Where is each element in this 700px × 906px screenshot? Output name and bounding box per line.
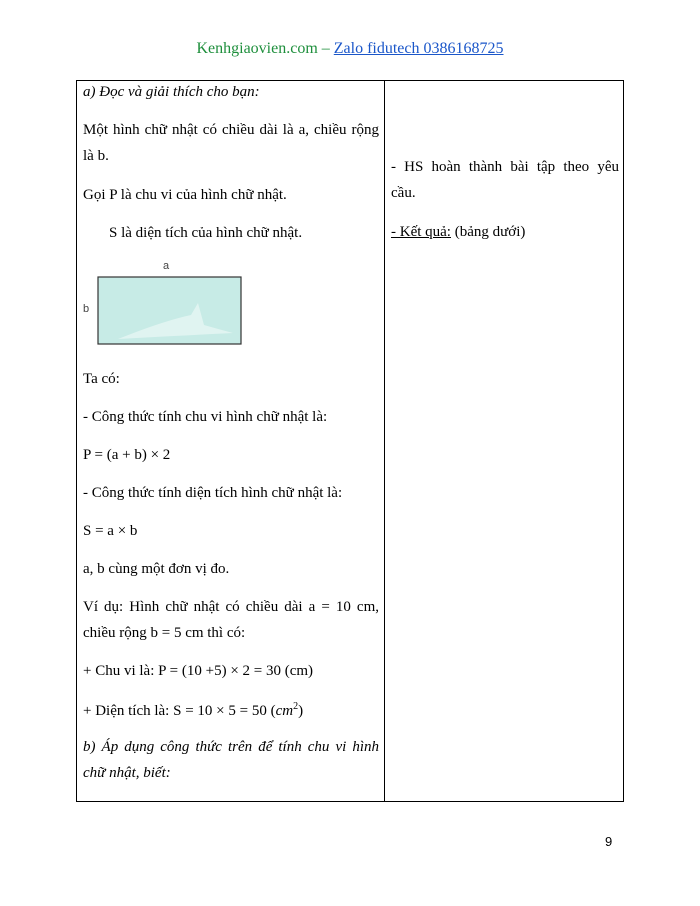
example-line-2: chiều rộng b = 5 cm thì có: — [83, 625, 246, 641]
header-site[interactable]: Kenhgiaovien.com — [196, 40, 318, 57]
rectangle-diagram — [83, 259, 283, 349]
example-area-unit: cm — [275, 703, 294, 719]
task-line-2: cầu. — [391, 185, 416, 201]
part-b-line-2: chữ nhật, biết: — [83, 765, 171, 781]
area-rule: - Công thức tính diện tích hình chữ nhật là: — [83, 485, 343, 501]
page-number: 9 — [605, 834, 613, 849]
area-formula: S = a × b — [83, 523, 138, 539]
example-area-suffix: ) — [298, 703, 304, 719]
header-contact-link[interactable]: Zalo fidutech 0386168725 — [333, 40, 504, 57]
example-line-1: Ví dụ: Hình chữ nhật có chiều dài a = 10 cm, — [83, 599, 379, 615]
lesson-table — [76, 80, 624, 802]
part-b-line-1: b) Áp dụng công thức trên để tính chu vi hình — [83, 739, 379, 755]
definition-s: S là diện tích của hình chữ nhật. — [109, 225, 303, 241]
perimeter-formula: P = (a + b) × 2 — [83, 447, 171, 463]
result-label: - Kết quả: — [391, 224, 451, 240]
example-perimeter: + Chu vi là: P = (10 +5) × 2 = 30 (cm) — [83, 663, 314, 679]
unit-note: a, b cùng một đơn vị đo. — [83, 561, 230, 577]
diagram-label-b: b — [83, 303, 90, 315]
ta-co: Ta có: — [83, 371, 120, 387]
intro-line-2: là b. — [83, 148, 109, 164]
diagram-label-a: a — [163, 260, 170, 272]
example-area-prefix: + Diện tích là: S = 10 × 5 = 50 ( — [83, 703, 276, 719]
page-header — [0, 40, 700, 58]
result-note: (bảng dưới) — [454, 224, 526, 240]
example-area-exponent: 2 — [293, 701, 299, 712]
part-a-heading: a) Đọc và giải thích cho bạn: — [83, 84, 260, 100]
result-line — [391, 224, 525, 241]
task-line-1: - HS hoàn thành bài tập theo yêu — [391, 159, 619, 175]
example-area — [83, 701, 303, 720]
header-separator: – — [321, 40, 330, 57]
definition-p: Gọi P là chu vi của hình chữ nhật. — [83, 187, 287, 203]
column-divider — [384, 81, 385, 801]
intro-line-1: Một hình chữ nhật có chiều dài là a, chiều rộng — [83, 122, 379, 138]
perimeter-rule: - Công thức tính chu vi hình chữ nhật là: — [83, 409, 328, 425]
